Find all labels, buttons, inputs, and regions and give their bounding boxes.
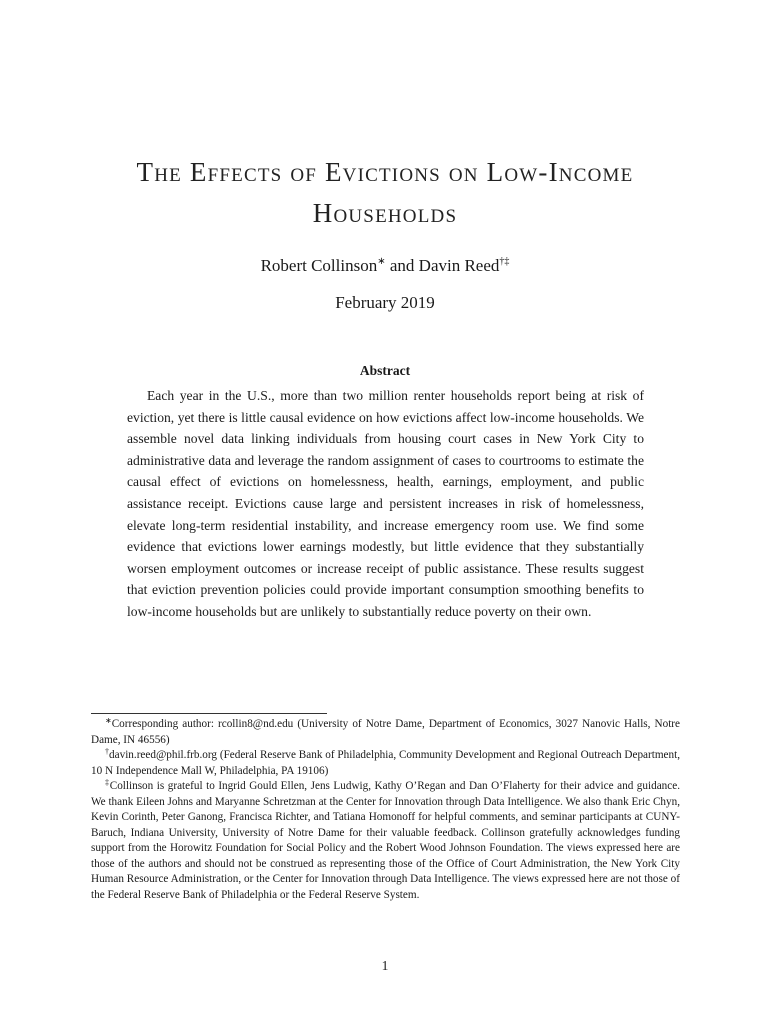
footnote-mark: ‡ <box>105 778 110 787</box>
author-line <box>90 254 680 278</box>
footnote-mark: †‡ <box>499 256 510 267</box>
author-name: Robert Collinson <box>260 256 378 275</box>
footnote-mark: † <box>105 747 110 756</box>
abstract-heading: Abstract <box>359 363 411 378</box>
author-name: Davin Reed <box>418 256 500 275</box>
footnote <box>91 779 680 903</box>
footnote <box>91 717 680 748</box>
footnote-divider <box>91 713 327 714</box>
page-number: 1 <box>381 958 389 973</box>
footnote-text: Corresponding author: rcollin8@nd.edu (University of Notre Dame, Department of Economics, 3027 Nanovic Halls, Notre Dame, IN 46556) <box>91 718 680 746</box>
footnote-mark: ∗ <box>105 716 112 725</box>
footnotes <box>91 717 680 903</box>
footnote-mark: ∗ <box>377 256 386 267</box>
footnote-text: davin.reed@phil.frb.org (Federal Reserve Bank of Philadelphia, Community Development and Regional Outreach Department, 10 N Independence Mall W, Philadelphia, PA 19106) <box>91 749 681 777</box>
paper-title: The Effects of Evictions on Low-Income Households <box>136 157 634 228</box>
footnote <box>91 748 680 779</box>
author-conjunction: and <box>385 256 419 275</box>
footnote-text: Collinson is grateful to Ingrid Gould Ellen, Jens Ludwig, Kathy O’Regan and Dan O’Flaherty for their advice and guidance. We thank Eileen Johns and Maryanne Schretzman at the Center for Innovation through Data Intelligence. We also thank Eric Chyn, Kevin Corinth, Peter Ganong, Francisca Richter, and Tatiana Homonoff for helpful comments, and seminar participants at CUNY-Baruch, Indiana University, University of Notre Dame for their valuable feedback. Collinson gratefully acknowledges funding support from the Horowitz Foundation for Social Policy and the Robert Wood Johnson Foundation. The views expressed here are those of the authors and should not be construed as representing those of the Office of Court Administration, the New York City Human Resource Administration, or the Center for Innovation through Data Intelligence. The views expressed here are not those of the Federal Reserve Bank of Philadelphia or the Federal Reserve System. <box>91 780 680 901</box>
abstract-text: Each year in the U.S., more than two million renter households report being at risk of eviction, yet there is little causal evidence on how evictions affect low-income households. We assemble novel data linking individuals from housing court cases in New York City to administrative data and leverage the random assignment of cases to courtrooms to estimate the causal effect of evictions on homelessness, health, earnings, employment, and public assistance receipt. Evictions cause large and persistent increases in risk of homelessness, elevate long-term residential instability, and increase emergency room use. We find some evidence that evictions lower earnings modestly, but little evidence that they substantially worsen employment outcomes or increase receipt of public assistance. These results suggest that eviction prevention policies could provide important consumption smoothing benefits to low-income households but are unlikely to substantially reduce poverty on their own. <box>127 388 644 619</box>
paper-date: February 2019 <box>335 293 435 312</box>
